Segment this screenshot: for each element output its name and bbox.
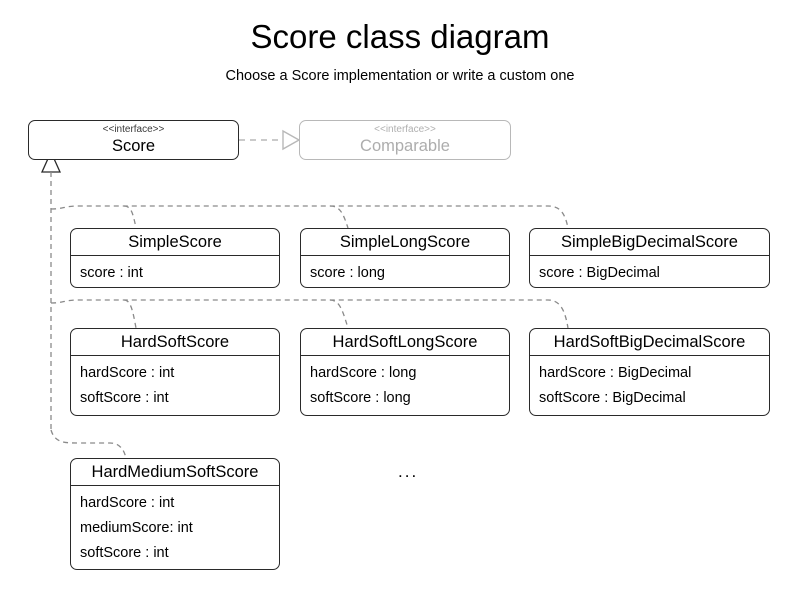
interface-score-stereotype: <<interface>> [102,124,165,135]
page-subtitle: Choose a Score implementation or write a custom one [225,68,575,84]
attribute: hardScore : int [80,365,175,381]
class-hardsoftscore-attributes [71,356,279,416]
class-hardsoftbigdecimalscore-name: HardSoftBigDecimalScore [553,333,746,351]
edge-row1-spine [51,206,568,228]
class-simplescore-head [71,229,279,255]
edge-row3-branch-hardmediumsoftscore [51,430,126,458]
class-hardmediumsoftscore-attributes [71,486,279,570]
edge-row2-branch-hardsoftlongscore [330,300,348,328]
interface-comparable-head [300,121,510,159]
interface-comparable-name: Comparable [360,137,450,155]
class-hardsoftscore-head [71,329,279,355]
class-hardsoftscore[interactable] [70,328,280,416]
class-simplescore-name: SimpleScore [128,233,222,251]
class-simplebigdecimalscore[interactable] [529,228,770,288]
page-title: Score class diagram [250,18,550,55]
class-hardsoftlongscore[interactable] [300,328,510,416]
class-simplelongscore[interactable] [300,228,510,288]
attribute: score : BigDecimal [539,265,660,281]
attribute: hardScore : int [80,495,175,511]
interface-comparable-stereotype: <<interface>> [374,124,436,135]
edge-row2-spine [51,300,568,328]
attribute: mediumScore: int [80,520,193,536]
attribute: softScore : int [80,545,169,561]
class-hardsoftlongscore-name: HardSoftLongScore [332,333,478,351]
more-classes-ellipsis: ... [398,462,419,481]
class-simplebigdecimalscore-head [530,229,769,255]
class-hardsoftlongscore-attributes [301,356,509,416]
class-hardsoftbigdecimalscore-attributes [530,356,769,416]
class-simplebigdecimalscore-attributes [530,256,769,288]
class-hardsoftlongscore-head [301,329,509,355]
class-hardmediumsoftscore-name: HardMediumSoftScore [91,463,259,481]
class-hardsoftscore-name: HardSoftScore [120,333,230,351]
attribute: hardScore : long [310,365,417,381]
edge-score-comparable [239,131,299,149]
edge-row2-branch-hardsoftscore [124,300,136,328]
class-simplelongscore-head [301,229,509,255]
class-hardsoftbigdecimalscore[interactable] [529,328,770,416]
class-hardmediumsoftscore-head [71,459,279,485]
interface-score[interactable] [28,120,239,160]
attribute: softScore : int [80,390,169,406]
edge-row1-branch-simplelongscore [330,206,348,228]
edge-row1-branch-simplescore [124,206,136,228]
class-simplelongscore-name: SimpleLongScore [339,233,471,251]
interface-comparable[interactable] [299,120,511,160]
class-simplelongscore-attributes [301,256,509,288]
class-simplebigdecimalscore-name: SimpleBigDecimalScore [561,233,738,251]
attribute: softScore : long [310,390,411,406]
class-simplescore-attributes [71,256,279,288]
interface-score-name: Score [111,137,156,155]
interface-score-head [29,121,238,159]
attribute: hardScore : BigDecimal [539,365,692,381]
class-hardsoftbigdecimalscore-head [530,329,769,355]
attribute: softScore : BigDecimal [539,390,686,406]
class-hardmediumsoftscore[interactable] [70,458,280,570]
attribute: score : long [310,265,385,281]
class-simplescore[interactable] [70,228,280,288]
attribute: score : int [80,265,143,281]
